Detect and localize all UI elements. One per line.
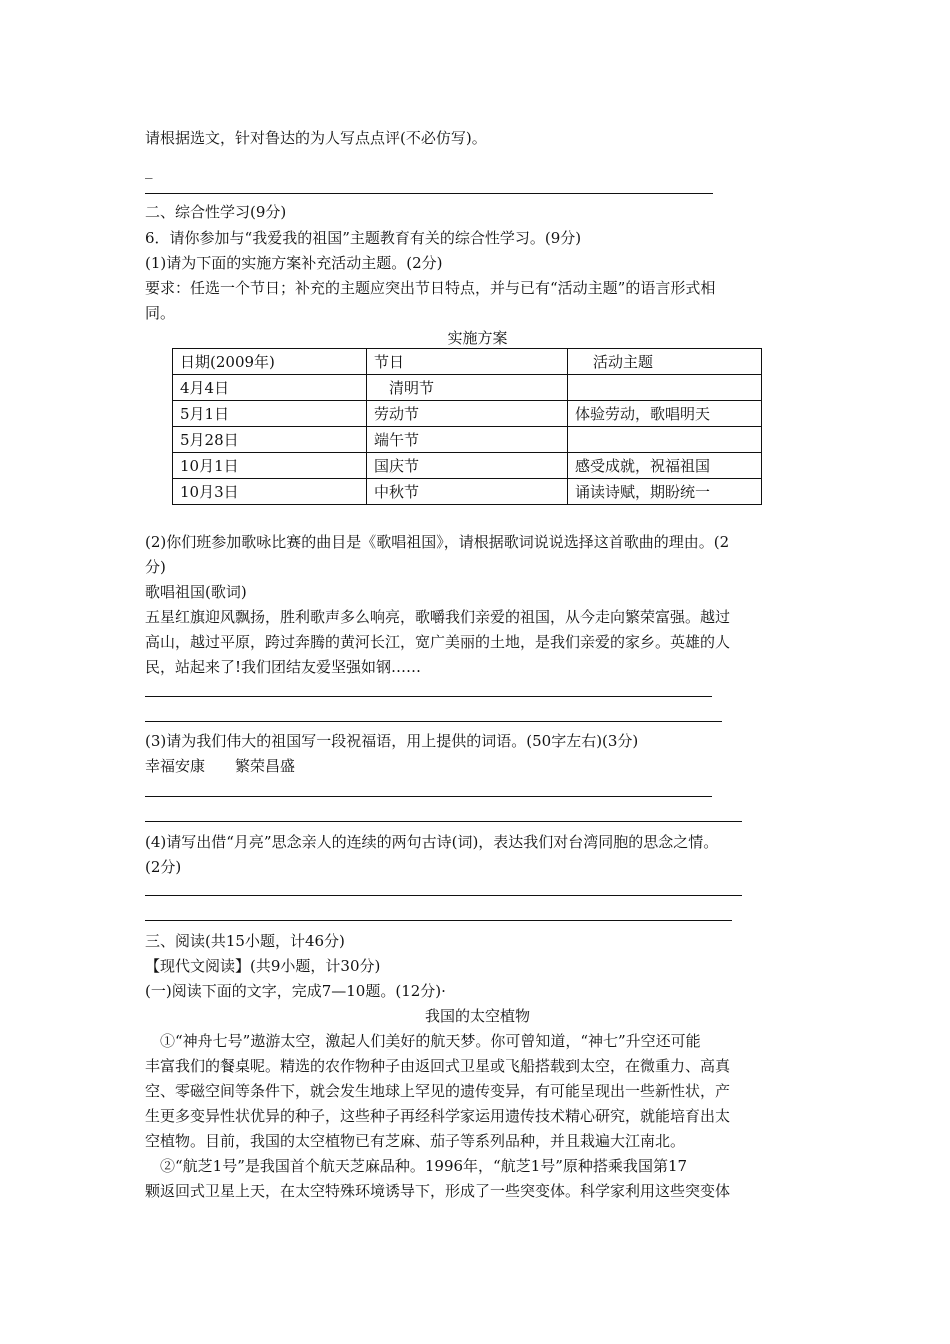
answer-line: [145, 721, 722, 722]
subquestion-2-line-2: 分): [145, 558, 166, 576]
intro-question: 请根据选文，针对鲁达的为人写点点评(不必仿写)。: [145, 129, 487, 147]
table-cell-festival: 劳动节: [367, 401, 568, 427]
article-paragraph-line: 生更多变异性状优异的种子，这些种子再经科学家运用遗传技术精心研究，就能培育出太: [145, 1107, 731, 1125]
subquestion-3: (3)请为我们伟大的祖国写一段祝福语，用上提供的词语。(50字左右)(3分): [145, 732, 639, 750]
table-cell-theme: 感受成就，祝福祖国: [568, 453, 762, 479]
subquestion-2-line-1: (2)你们班参加歌咏比赛的曲目是《歌唱祖国》，请根据歌词说说选择这首歌曲的理由。(2: [145, 533, 730, 551]
table-cell-festival: 中秋节: [367, 479, 568, 505]
subquestion-3-words: 幸福安康 繁荣昌盛: [145, 757, 296, 775]
requirement-line-1: 要求：任选一个节日；补充的主题应突出节日特点，并与已有“活动主题”的语言形式相: [145, 279, 716, 297]
dash-mark: _: [145, 161, 153, 179]
lyrics-title: 歌唱祖国(歌词): [145, 583, 247, 601]
article-paragraph-line: 空植物。目前，我国的太空植物已有芝麻、茄子等系列品种，并且栽遍大江南北。: [145, 1132, 686, 1150]
table-cell-festival: 国庆节: [367, 453, 568, 479]
table-cell-date: 10月1日: [173, 453, 367, 479]
table-header-theme: 活动主题: [568, 349, 762, 375]
table-cell-theme: [568, 375, 762, 401]
table-header-festival: 节日: [367, 349, 568, 375]
table-row: [173, 375, 762, 401]
subquestion-1: (1)请为下面的实施方案补充活动主题。(2分): [145, 254, 443, 272]
article-paragraph-line: 空、零磁空间等条件下，就会发生地球上罕见的遗传变异，有可能呈现出一些新性状，产: [145, 1082, 731, 1100]
answer-line: [145, 796, 712, 797]
table-header-row: [173, 349, 762, 375]
table-row: [173, 453, 762, 479]
subquestion-4-line-1: (4)请写出借“月亮”思念亲人的连续的两句古诗(词)，表达我们对台湾同胞的思念之情。: [145, 833, 719, 851]
table-cell-festival: 端午节: [367, 427, 568, 453]
table-cell-date: 5月1日: [173, 401, 367, 427]
table-row: [173, 479, 762, 505]
section3-subheading: 【现代文阅读】(共9小题，计30分): [145, 957, 381, 975]
table-cell-date: 4月4日: [173, 375, 367, 401]
question-6: 6．请你参加与“我爱我的祖国”主题教育有关的综合性学习。(9分): [145, 229, 582, 247]
answer-line: [145, 895, 742, 896]
section3-heading: 三、阅读(共15小题，计46分): [145, 932, 345, 950]
table-cell-theme: 诵读诗赋，期盼统一: [568, 479, 762, 505]
article-title: 我国的太空植物: [424, 1007, 530, 1025]
plan-table: [172, 348, 762, 505]
answer-line: [145, 821, 742, 822]
article-paragraph-line: 颗返回式卫星上天，在太空特殊环境诱导下，形成了一些突变体。科学家利用这些突变体: [145, 1182, 731, 1200]
lyrics-line-2: 高山，越过平原，跨过奔腾的黄河长江，宽广美丽的土地，是我们亲爱的家乡。英雄的人: [145, 633, 731, 651]
article-paragraph-line: ①“神舟七号”遨游太空，激起人们美好的航天梦。你可曾知道，“神七”升空还可能: [145, 1032, 701, 1050]
table-row: [173, 401, 762, 427]
subquestion-4-line-2: (2分): [145, 858, 182, 876]
requirement-line-2: 同。: [145, 304, 176, 322]
table-cell-theme: [568, 427, 762, 453]
table-cell-theme: 体验劳动，歌唱明天: [568, 401, 762, 427]
table-cell-date: 5月28日: [173, 427, 367, 453]
section2-heading: 二、综合性学习(9分): [145, 203, 287, 221]
answer-line: [145, 193, 713, 194]
table-row: [173, 427, 762, 453]
table-cell-festival: 清明节: [367, 375, 568, 401]
answer-line: [145, 920, 732, 921]
article-paragraph-line: 丰富我们的餐桌呢。精选的农作物种子由返回式卫星或飞船搭载到太空，在微重力、高真: [145, 1057, 731, 1075]
table-cell-date: 10月3日: [173, 479, 367, 505]
lyrics-line-1: 五星红旗迎风飘扬，胜利歌声多么响亮，歌嚼我们亲爱的祖国，从今走向繁荣富强。越过: [145, 608, 731, 626]
table-title: 实施方案: [447, 329, 508, 347]
article-paragraph-line: ②“航芝1号”是我国首个航天芝麻品种。1996年，“航芝1号”原种搭乘我国第17: [145, 1157, 688, 1175]
lyrics-line-3: 民，站起来了!我们团结友爱坚强如钢……: [145, 658, 422, 676]
reading-part-1: (一)阅读下面的文字，完成7—10题。(12分)·: [145, 982, 446, 1000]
table-header-date: 日期(2009年): [173, 349, 367, 375]
answer-line: [145, 696, 712, 697]
